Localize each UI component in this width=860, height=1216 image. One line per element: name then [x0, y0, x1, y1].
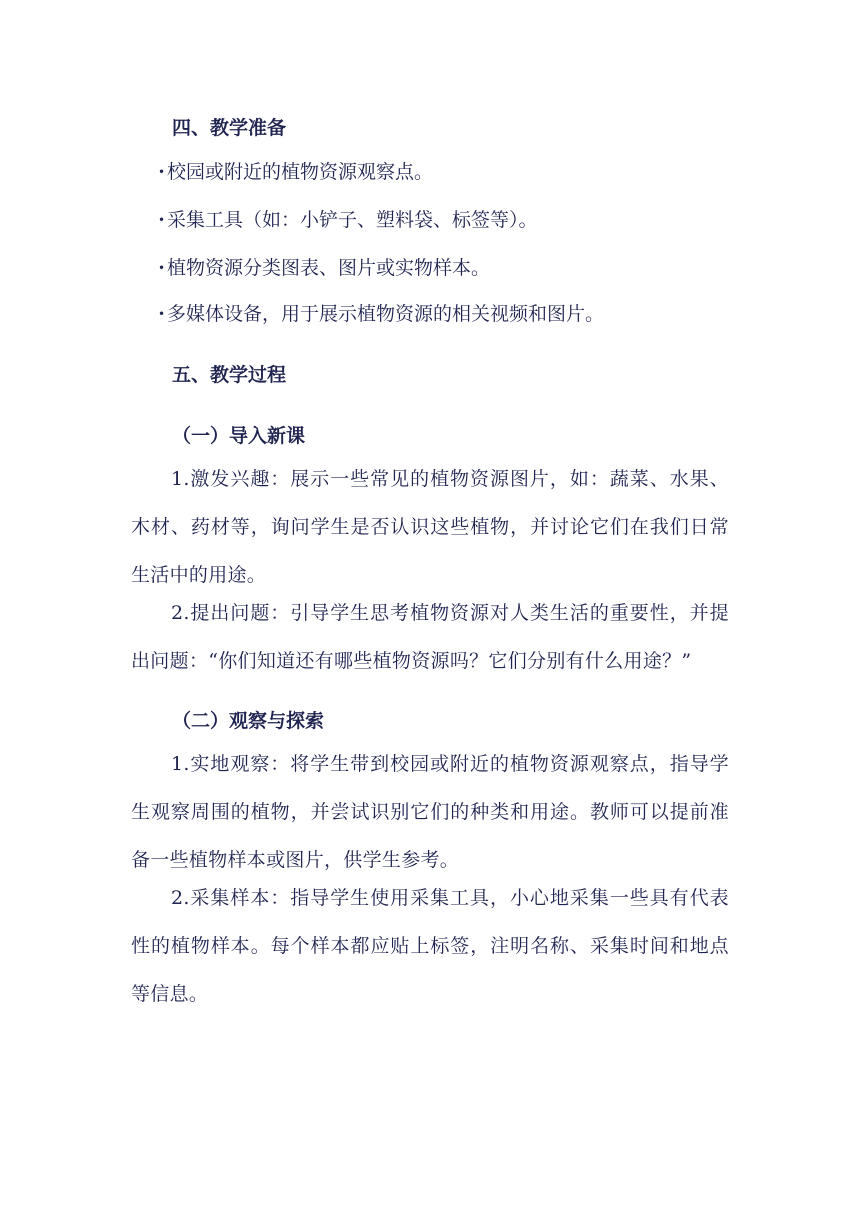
list-item-text: 植物资源分类图表、图片或实物样本。 [167, 257, 491, 279]
bullet-icon: • [158, 213, 166, 227]
subsection-heading-observation: （二）观察与探索 [172, 710, 325, 732]
list-item [158, 256, 490, 280]
list-item-text: 采集工具（如：小铲子、塑料袋、标签等）。 [167, 209, 538, 231]
paragraph: 1.激发兴趣：展示一些常见的植物资源图片，如：蔬菜、水果、木材、药材等，询问学生是否认识这些植物，并讨论它们在我们日常生活中的用途。 [131, 468, 729, 586]
paragraph: 2.采集样本：指导学生使用采集工具，小心地采集一些具有代表性的植物样本。每个样本都应贴上标签，注明名称、采集时间和地点等信息。 [131, 887, 729, 1005]
list-item-text: 校园或附近的植物资源观察点。 [167, 161, 434, 183]
list-item [158, 208, 538, 232]
paragraph: 1.实地观察：将学生带到校园或附近的植物资源观察点，指导学生观察周围的植物，并尝试识别它们的种类和用途。教师可以提前准备一些植物样本或图片，供学生参考。 [131, 753, 729, 871]
list-item-text: 多媒体设备，用于展示植物资源的相关视频和图片。 [167, 303, 605, 325]
bullet-icon: • [158, 261, 166, 275]
list-item [158, 160, 433, 184]
section-heading-process: 五、教学过程 [172, 364, 287, 386]
bullet-icon: • [158, 307, 166, 321]
paragraph: 2.提出问题：引导学生思考植物资源对人类生活的重要性，并提出问题：“你们知道还有哪些植物资源吗？它们分别有什么用途？” [131, 602, 729, 672]
list-item [158, 302, 604, 326]
section-heading-preparation: 四、教学准备 [172, 117, 287, 139]
subsection-heading-intro: （一）导入新课 [172, 425, 306, 447]
bullet-icon: • [158, 165, 166, 179]
